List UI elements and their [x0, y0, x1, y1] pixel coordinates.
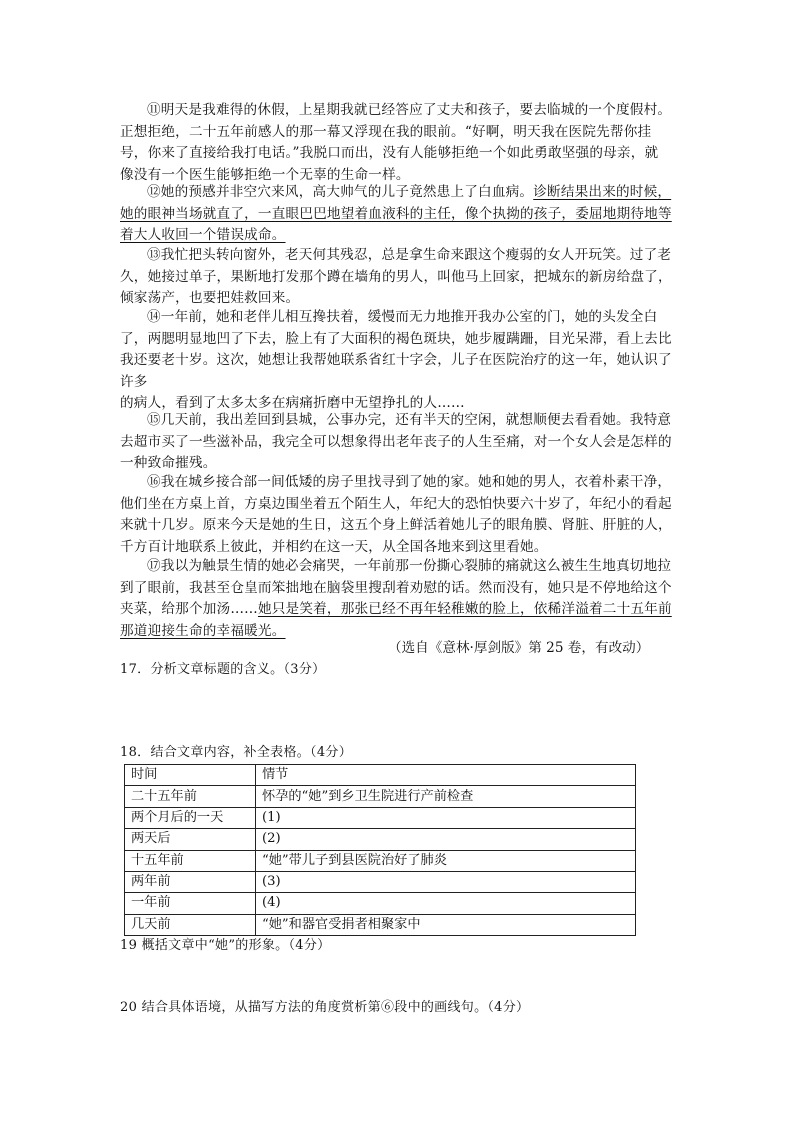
- question-20: 20 结合具体语境，从描写方法的角度赏析第⑥段中的画线句。（4分）: [120, 1000, 530, 1015]
- underlined-sentence-12: 诊断结果出来的时候，她的眼神当场就直了，一直眼巴巴地望着血液科的主任，像个执拗的孩子，委屈地期待地等着大人收回一个错误成命。: [120, 184, 672, 243]
- question-18: 18．结合文章内容，补全表格。（4分）: [120, 745, 353, 760]
- underlined-sentence-17: 她只是笑着，那张已经不再年轻稚嫩的脸上，依稀洋溢着二十五年前那道迎接生命的幸福暖光。: [120, 601, 672, 639]
- time-cell: 两天后: [125, 829, 256, 850]
- table-row: [125, 893, 636, 914]
- header-time: 时间: [125, 765, 256, 786]
- question-17: 17．分析文章标题的含义。（3分）: [120, 662, 326, 677]
- answer-blank-2[interactable]: (2): [256, 829, 636, 850]
- table-header-row: [125, 765, 636, 786]
- question-19: 19 概括文章中“她”的形象。（4分）: [120, 938, 331, 953]
- time-cell: 二十五年前: [125, 786, 256, 807]
- answer-blank-1[interactable]: (1): [256, 807, 636, 828]
- plot-cell: “她”带儿子到县医院治好了肺炎: [256, 850, 636, 871]
- plot-cell: 怀孕的“她”到乡卫生院进行产前检查: [256, 786, 636, 807]
- paragraph-16: ⑯我在城乡接合部一间低矮的房子里找寻到了她的家。她和她的男人，衣着朴素干净，他们坐在方桌上首，方桌边围坐着五个陌生人，年纪大的恐怕快要六十岁了，年纪小的看起来就十几岁。原来今天是她的生日，这五个身上鲜活着她儿子的眼角膜、肾脏、肝脏的人，千方百计地联系上彼此，并相约在这一天，从全国各地来到这里看她。: [120, 474, 672, 555]
- source-citation: （选自《意林·厚剑版》第 25 卷，有改动）: [388, 640, 650, 656]
- paragraph-11: ⑪明天是我难得的休假，上星期我就已经答应了丈夫和孩子，要去临城的一个度假村。正想拒绝，二十五年前感人的那一幕又浮现在我的眼前。“好啊，明天我在医院先帮你挂号，你来了直接给我打电话。”我脱口而出，没有人能够拒绝一个如此勇敢坚强的母亲，就像没有一个医生能够拒绝一个无辜的生命一样。: [120, 102, 672, 183]
- time-cell: 几天前: [125, 914, 256, 935]
- time-cell: 十五年前: [125, 850, 256, 871]
- paragraph-13: ⑬我忙把头转向窗外，老天何其残忍，总是拿生命来跟这个瘦弱的女人开玩笑。过了老久，她接过单子，果断地打发那个蹲在墙角的男人，叫他马上回家，把城东的新房给盘了，倾家荡产，也要把娃救回来。: [120, 247, 672, 306]
- paragraph-17: ⑰我以为触景生情的她必会痛哭，一年前那一份撕心裂肺的痛就这么被生生地真切地拉到了眼前，我甚至仓皇而笨拙地在脑袋里搜刮着劝慰的话。然而没有，她只是不停地给这个夹菜，给那个加汤……她只是笑着，那张已经不再年轻稚嫩的脸上，依稀洋溢着二十五年前那道迎接生命的幸福暖光。: [120, 558, 672, 639]
- time-cell: 两年前: [125, 871, 256, 892]
- paragraph-12: ⑫她的预感并非空穴来风，高大帅气的儿子竟然患上了白血病。诊断结果出来的时候，她的眼神当场就直了，一直眼巴巴地望着血液科的主任，像个执拗的孩子，委屈地期待地等着大人收回一个错误成命。: [120, 184, 672, 243]
- table-row: [125, 850, 636, 871]
- table-row: [125, 914, 636, 935]
- table-row: [125, 871, 636, 892]
- time-cell: 一年前: [125, 893, 256, 914]
- table-row: [125, 829, 636, 850]
- header-plot: 情节: [256, 765, 636, 786]
- answer-blank-4[interactable]: (4): [256, 893, 636, 914]
- table-row: [125, 807, 636, 828]
- plot-cell: “她”和器官受捐者相聚家中: [256, 914, 636, 935]
- table-row: [125, 786, 636, 807]
- paragraph-14: ⑭一年前，她和老伴儿相互搀扶着，缓慢而无力地推开我办公室的门，她的头发全白了，两腮明显地凹了下去，脸上有了大面积的褐色斑块，她步履蹒跚，目光呆滞，看上去比我还要老十岁。这次，她想让我帮她联系省红十字会，儿子在医院治疗的这一年，她认识了许多 的病人，看到了太多太多在病痛折磨中无望挣扎的人……: [120, 309, 672, 411]
- time-cell: 两个月后的一天: [125, 807, 256, 828]
- paragraph-15: ⑮几天前，我出差回到县城，公事办完，还有半天的空闲，就想顺便去看看她。我特意去超市买了一些滋补品，我完全可以想象得出老年丧子的人生至痛，对一个女人会是怎样的一种致命摧残。: [120, 412, 672, 471]
- answer-blank-3[interactable]: (3): [256, 871, 636, 892]
- plot-table: [124, 764, 636, 936]
